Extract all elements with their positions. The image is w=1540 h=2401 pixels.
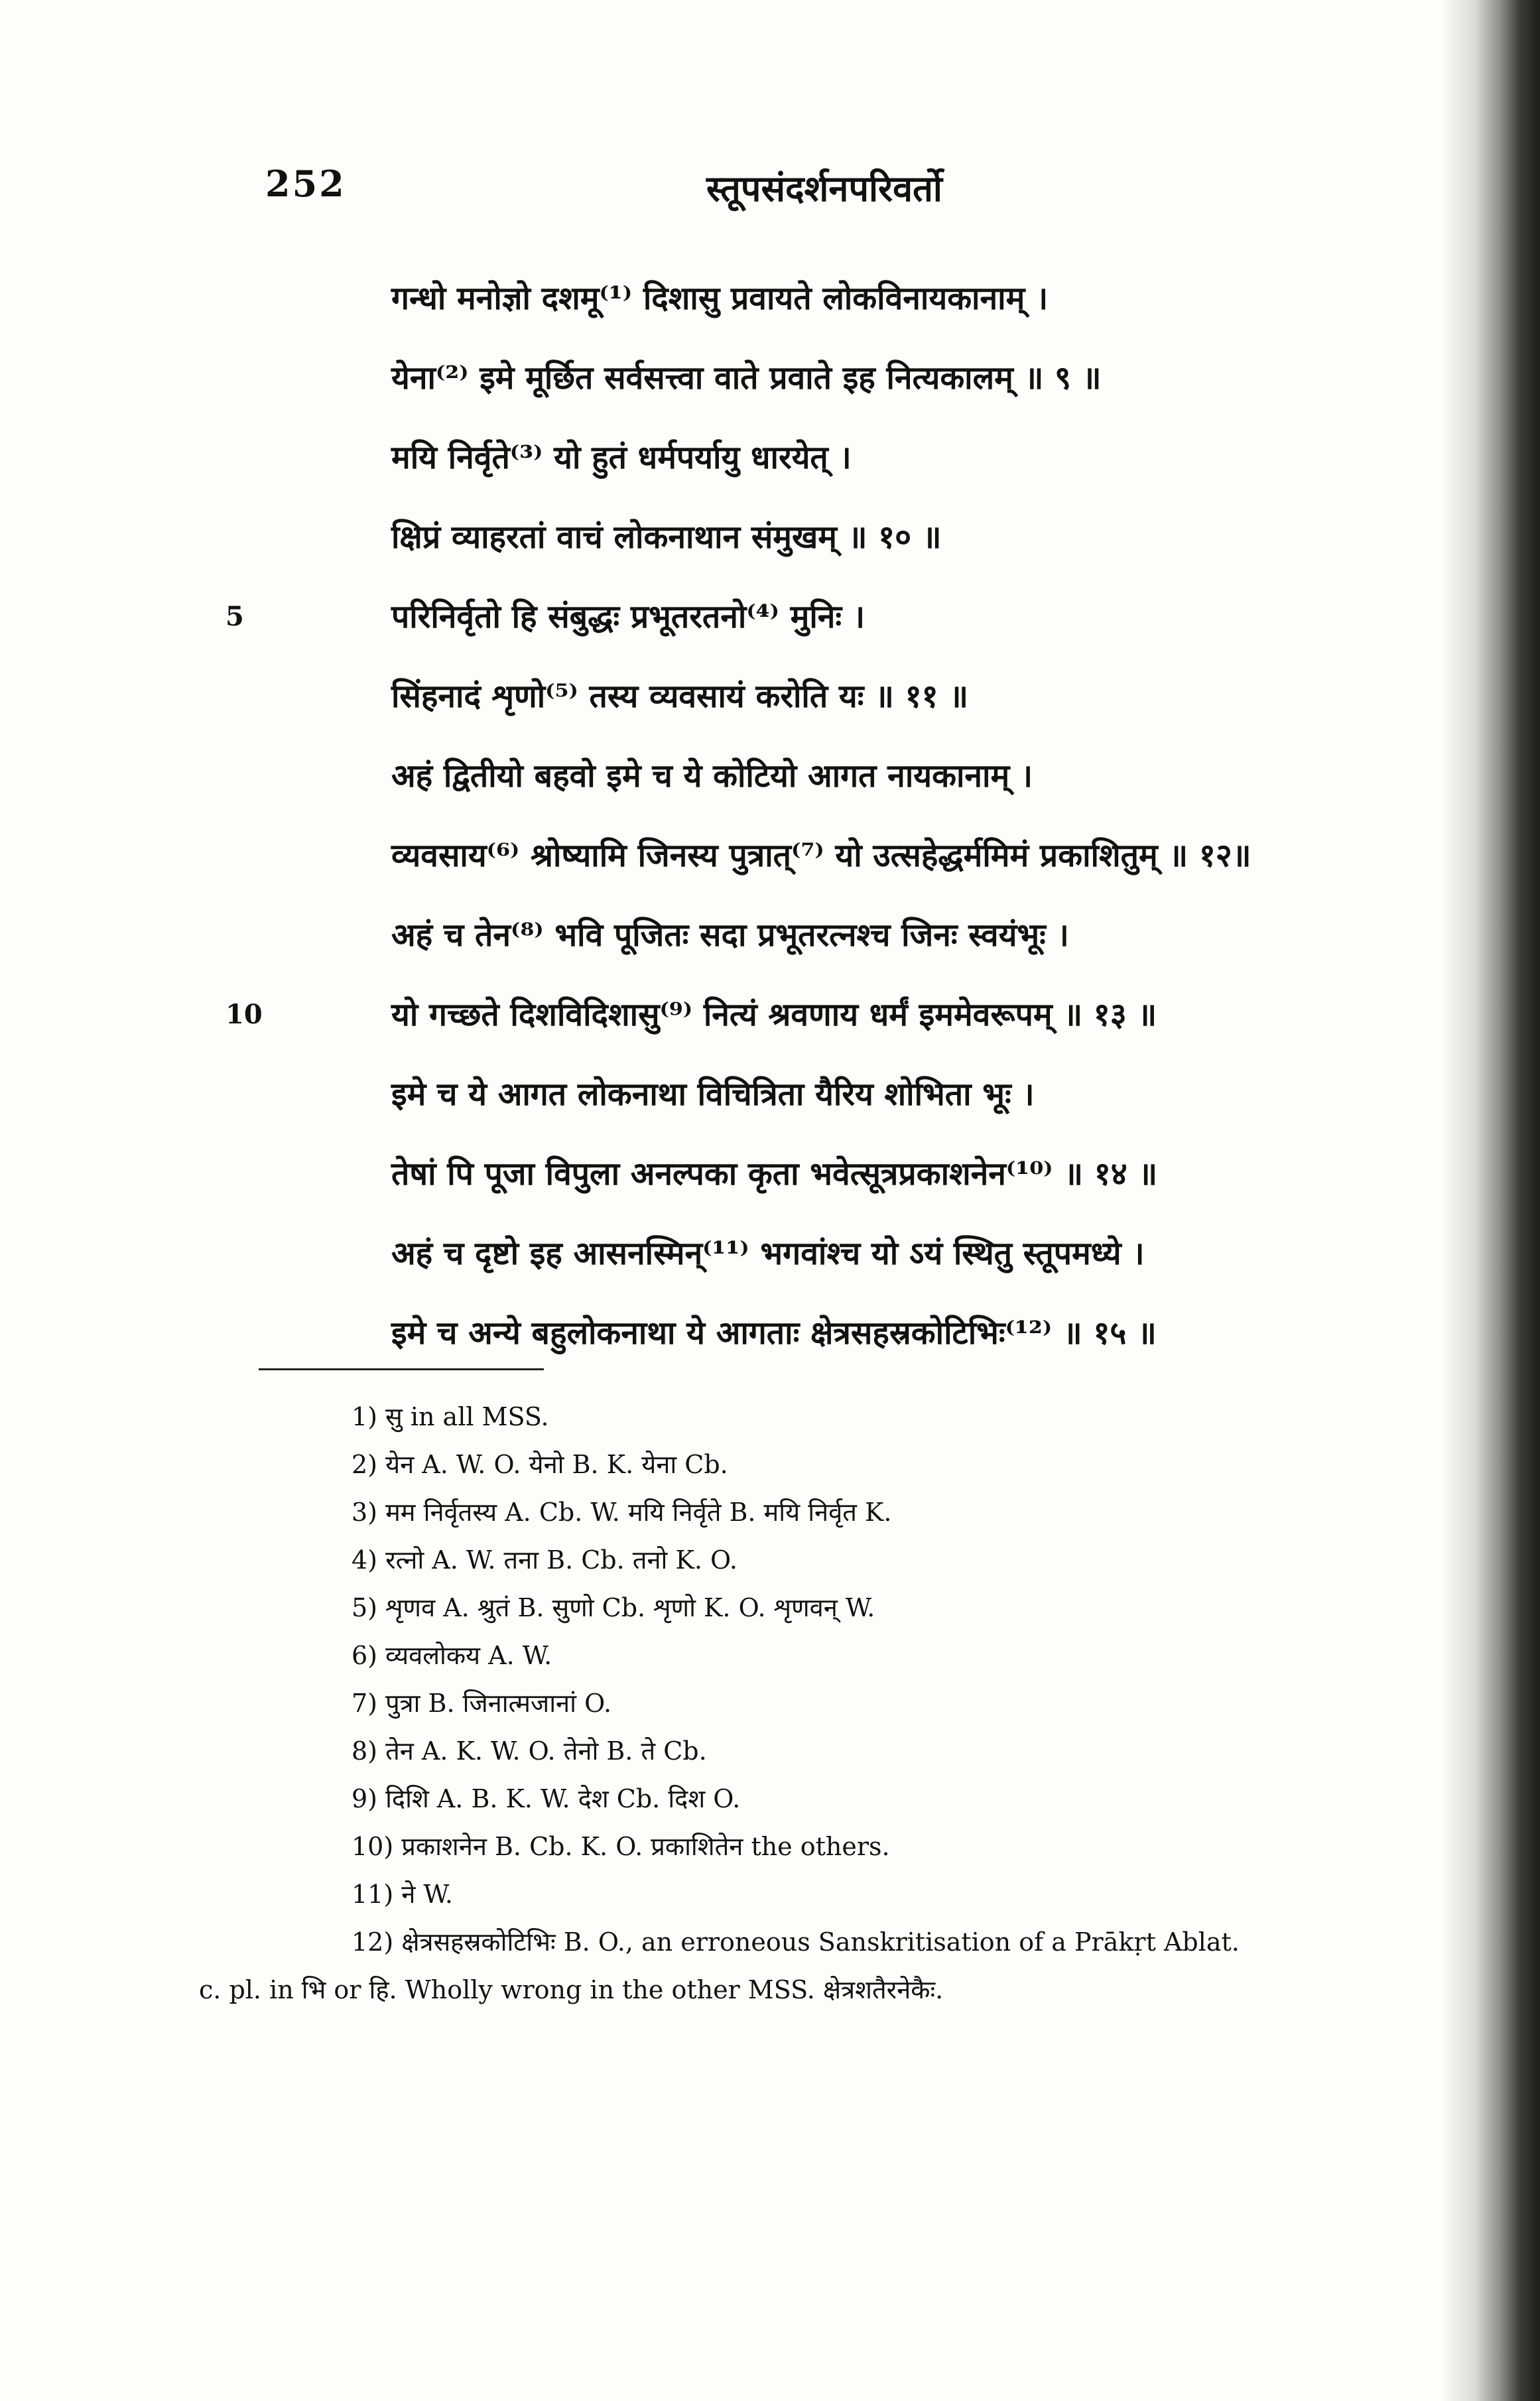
footnote: 5) शृणव A. श्रुतं B. सुणो Cb. शृणो K. O. शृणवन् W. bbox=[352, 1593, 875, 1622]
footnote: 8) तेन A. K. W. O. तेनो B. ते Cb. bbox=[352, 1736, 707, 1766]
footnote-continuation: c. pl. in भि or हि. Wholly wrong in the other MSS. क्षेत्रशतैरनेकैः. bbox=[199, 1975, 944, 2004]
footnote: 4) रत्नो A. W. तना B. Cb. तनो K. O. bbox=[352, 1545, 738, 1575]
footnote: 2) येन A. W. O. येनो B. K. येना Cb. bbox=[352, 1450, 728, 1479]
verse-text: यो गच्छते दिशविदिशासु⁽⁹⁾ नित्यं श्रवणाय धर्मं इममेवरूपम् ॥ १३ ॥ bbox=[391, 996, 1157, 1033]
verse-text: अहं च तेन⁽⁸⁾ भवि पूजितः सदा प्रभूतरत्नश्च जिनः स्वयंभूः । bbox=[391, 917, 1069, 954]
verse-line bbox=[391, 1293, 1386, 1373]
verse-line bbox=[225, 975, 1386, 1055]
verse-block bbox=[225, 259, 1386, 1373]
verse-text: येना⁽²⁾ इमे मूर्छित सर्वसत्त्वा वाते प्रवाते इह नित्यकालम् ॥ ९ ॥ bbox=[391, 359, 1102, 397]
verse-text: अहं द्वितीयो बहवो इमे च ये कोटियो आगत नायकानाम् । bbox=[391, 757, 1033, 795]
verse-text: परिनिर्वृतो हि संबुद्धः प्रभूतरतनो⁽⁴⁾ मुनिः । bbox=[391, 598, 866, 635]
footnote: 3) मम निर्वृतस्य A. Cb. W. मयि निर्वृते B. मयि निर्वृत K. bbox=[352, 1498, 892, 1527]
verse-text: इमे च अन्ये बहुलोकनाथा ये आगताः क्षेत्रसहस्रकोटिभिः⁽¹²⁾ ॥ १५ ॥ bbox=[391, 1315, 1157, 1352]
verse-line bbox=[391, 418, 1386, 497]
verse-line bbox=[391, 1055, 1386, 1134]
verse-text: तेषां पि पूजा विपुला अनल्पका कृता भवेत्सूत्रप्रकाशनेन⁽¹⁰⁾ ॥ १४ ॥ bbox=[391, 1155, 1158, 1193]
footnotes bbox=[199, 1393, 1426, 2014]
verse-text: सिंहनादं शृणो⁽⁵⁾ तस्य व्यवसायं करोति यः ॥ ११ ॥ bbox=[391, 678, 968, 715]
line-number: 10 bbox=[225, 999, 263, 1030]
verse-line bbox=[391, 1134, 1386, 1214]
footnote: 12) क्षेत्रसहस्रकोटिभिः B. O., an erroneous Sanskritisation of a Prākṛt Ablat. bbox=[352, 1927, 1240, 1957]
verse-line bbox=[391, 497, 1386, 577]
footnote: 6) व्यवलोकय A. W. bbox=[352, 1641, 552, 1670]
footnote: 1) सु in all MSS. bbox=[352, 1402, 549, 1431]
line-number: 5 bbox=[225, 601, 244, 632]
verse-text: व्यवसाय⁽⁶⁾ श्रोष्यामि जिनस्य पुत्रात्⁽⁷⁾ यो उत्सहेद्धर्ममिमं प्रकाशितुम् ॥ १२॥ bbox=[391, 837, 1251, 874]
verse-text: इमे च ये आगत लोकनाथा विचित्रिता यैरिय शोभिता भूः । bbox=[391, 1076, 1035, 1113]
verse-text: मयि निर्वृते⁽³⁾ यो हुतं धर्मपर्यायु धारयेत् । bbox=[391, 439, 852, 476]
page-edge-shadow bbox=[1441, 0, 1540, 2401]
verse-text: गन्धो मनोज्ञो दशमू⁽¹⁾ दिशासु प्रवायते लोकविनायकानाम् । bbox=[391, 280, 1049, 317]
verse-line bbox=[391, 895, 1386, 975]
page-header bbox=[265, 162, 1393, 222]
verse-line bbox=[391, 657, 1386, 736]
running-title: स्तूपसंदर्शनपरिवर्तो bbox=[706, 167, 942, 210]
verse-line bbox=[391, 816, 1386, 895]
verse-text: क्षिप्रं व्याहरतां वाचं लोकनाथान संमुखम् ॥ १० ॥ bbox=[391, 519, 942, 556]
page-number: 252 bbox=[265, 162, 346, 205]
footnote: 7) पुत्रा B. जिनात्मजानां O. bbox=[352, 1689, 612, 1718]
verse-line bbox=[391, 1214, 1386, 1293]
verse-line bbox=[225, 577, 1386, 657]
footnote: 11) ने W. bbox=[352, 1880, 453, 1909]
footnote: 10) प्रकाशनेन B. Cb. K. O. प्रकाशितेन the others. bbox=[352, 1832, 890, 1861]
footnote: 9) दिशि A. B. K. W. देश Cb. दिश O. bbox=[352, 1784, 741, 1813]
verse-line bbox=[391, 259, 1386, 338]
verse-line bbox=[391, 338, 1386, 418]
footnote-separator bbox=[259, 1368, 544, 1370]
verse-line bbox=[391, 736, 1386, 816]
verse-text: अहं च दृष्टो इह आसनस्मिन्⁽¹¹⁾ भगवांश्च यो ऽयं स्थितु स्तूपमध्ये । bbox=[391, 1235, 1145, 1272]
